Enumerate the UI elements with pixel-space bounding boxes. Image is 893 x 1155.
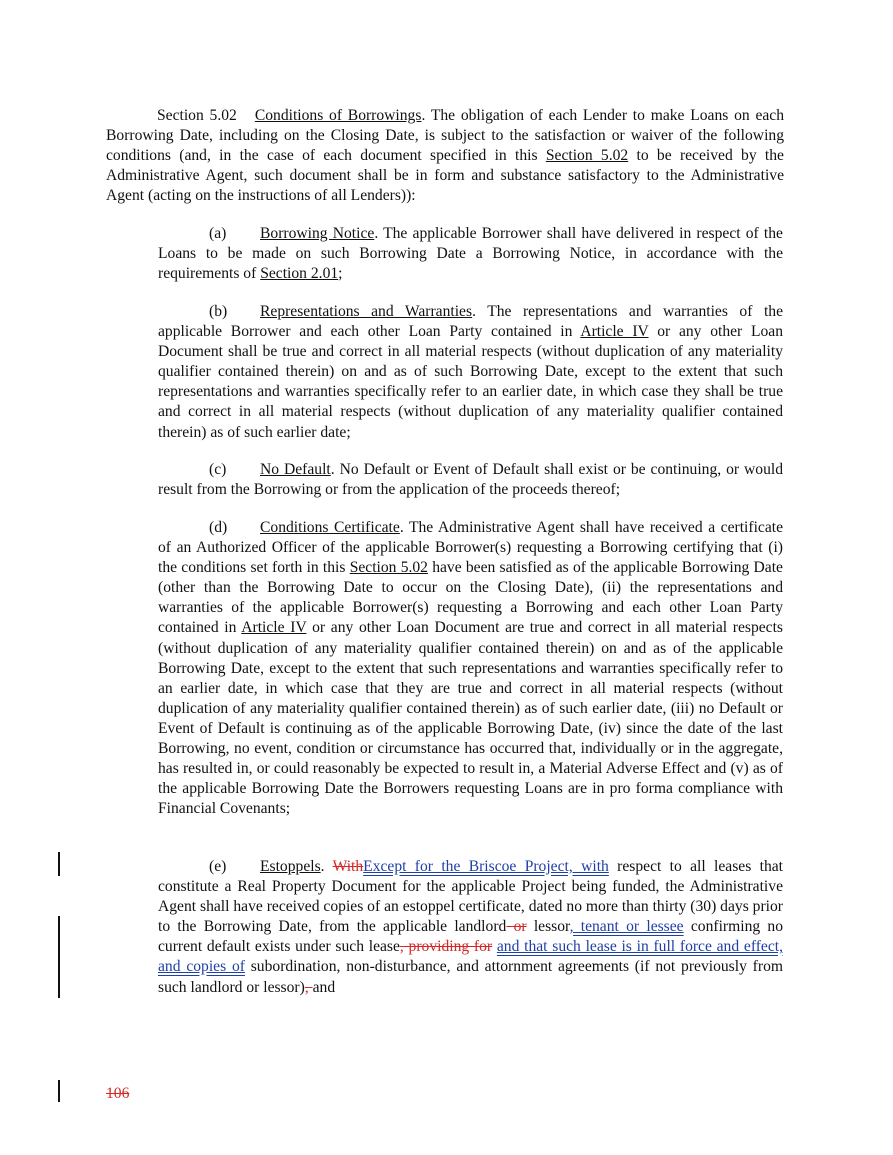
change-bar [58,916,60,998]
clause-label: (e) [209,858,227,875]
clause-text: respect to all leases that constitute a Real Property Document for the applicable Project being funded, the Administrative Agent shall have received copies of an estoppel certificate, dated no more than thirty (30) days prior to the Borrowing Date, from the applicable landlord [158,858,784,936]
page-number: 106 [106,1085,130,1102]
section-heading: Conditions of Borrowings [254,107,422,124]
change-bar [58,1080,60,1102]
section-reference: Section 5.02 [545,147,629,165]
clause-heading: Estoppels [260,858,321,875]
section-text: . The obligation of each Lender to make Loans on each Borrowing Date, including on the Closing Date, is subject to the satisfaction or waiver of the following conditions (and, in the case of each document specified in this [106,107,785,165]
clause-label: (a) [209,225,227,242]
clause-text: have been satisfied as of the applicable Borrowing Date (other than the Borrowing Date to occur on the Closing Date), (ii) the representations and warranties of the applicable Borrower(s) requesting a Borrowing and each other Loan Party contained in [158,559,783,637]
clause-text: . [320,858,333,875]
clause-text: . The Administrative Agent shall have received a certificate of an Authorized Officer of the applicable Borrower(s) requesting a Borrowing certifying that (i) the conditions set forth in this [158,519,783,577]
tracked-insertion: and that such lease is in full force and effect, and copies of [158,938,783,976]
tracked-insertion: , tenant or lessee [569,918,684,936]
clause-reference: Section 2.01 [260,265,339,283]
tracked-deletion: or [506,918,527,936]
clause-text: . No Default or Event of Default shall exist or be continuing, or would result from the Borrowing or from the application of the proceeds thereof; [158,461,783,499]
clause-e-paragraph [158,857,783,998]
clause-text: confirming no current default exists under such lease [158,918,784,956]
clause-text: lessor [526,918,570,936]
clause-label: (c) [209,461,227,478]
clause-heading: Conditions Certificate [260,519,400,536]
clause-label: (d) [209,519,228,536]
clause-text: subordination, non-disturbance, and attornment agreements (if not previously from such landlord or lessor) [158,958,783,996]
section-5-02-paragraph [106,106,784,206]
clause-label: (b) [209,303,228,320]
clause-heading: Borrowing Notice [260,225,375,242]
clause-text: or any other Loan Document are true and correct in all material respects (without duplication of any materiality qualifier contained therein) on and as of the applicable Borrowing Date, except to the extent that such representations and warranties specifically refer to an earlier date, in which case that they are true and correct in all material respects (without duplication of any materiality qualifier contained therein) as of such earlier date, (iii) no Default or Event of Default is continuing as of the applicable Borrowing Date, (iv) since the date of the last Borrowing, no event, condition or circumstance has occurred that, individually or in the aggregate, has resulted in, or could reasonably be expected to result in, a Material Adverse Effect and (v) as of the applicable Borrowing Date the Borrowers requesting Loans are in pro forma compliance with Financial Covenants; [158,619,783,818]
section-number: Section 5.02 [157,107,237,124]
tracked-deletion: With [332,858,364,875]
tracked-insertion: Except for the Briscoe Project, with [363,858,609,875]
clause-text: ; [338,265,343,283]
clause-reference: Article IV [241,619,307,637]
clause-b-paragraph [158,302,783,443]
clause-heading: No Default [260,461,331,478]
clause-d-paragraph [158,518,783,819]
tracked-deletion: , [304,978,313,996]
clause-a-paragraph [158,224,783,284]
clause-text: . The representations and warranties of the applicable Borrower and each other Loan Party contained in [158,303,784,341]
clause-text: . The applicable Borrower shall have delivered in respect of the Loans to be made on such Borrowing Date a Borrowing Notice, in accordance with the requirements of [158,225,783,283]
section-text: to be received by the Administrative Agent, such document shall be in form and substance satisfactory to the Administrative Agent (acting on the instructions of all Lenders)): [106,147,784,205]
clause-c-paragraph [158,460,783,500]
tracked-deletion: , providing for [399,938,493,956]
change-bar [58,852,60,876]
clause-reference: Section 5.02 [349,559,428,577]
clause-heading: Representations and Warranties [260,303,473,320]
clause-text: and [312,978,336,996]
clause-reference: Article IV [580,323,649,341]
clause-text: or any other Loan Document shall be true and correct in all material respects (without duplication of any materiality qualifier contained therein) on and as of such Borrowing Date, except to the extent that such representations and warranties specifically refer to an earlier date, in which case they shall be true and correct in all material respects (without duplication of any materiality qualifier contained therein) as of such earlier date; [158,323,783,441]
